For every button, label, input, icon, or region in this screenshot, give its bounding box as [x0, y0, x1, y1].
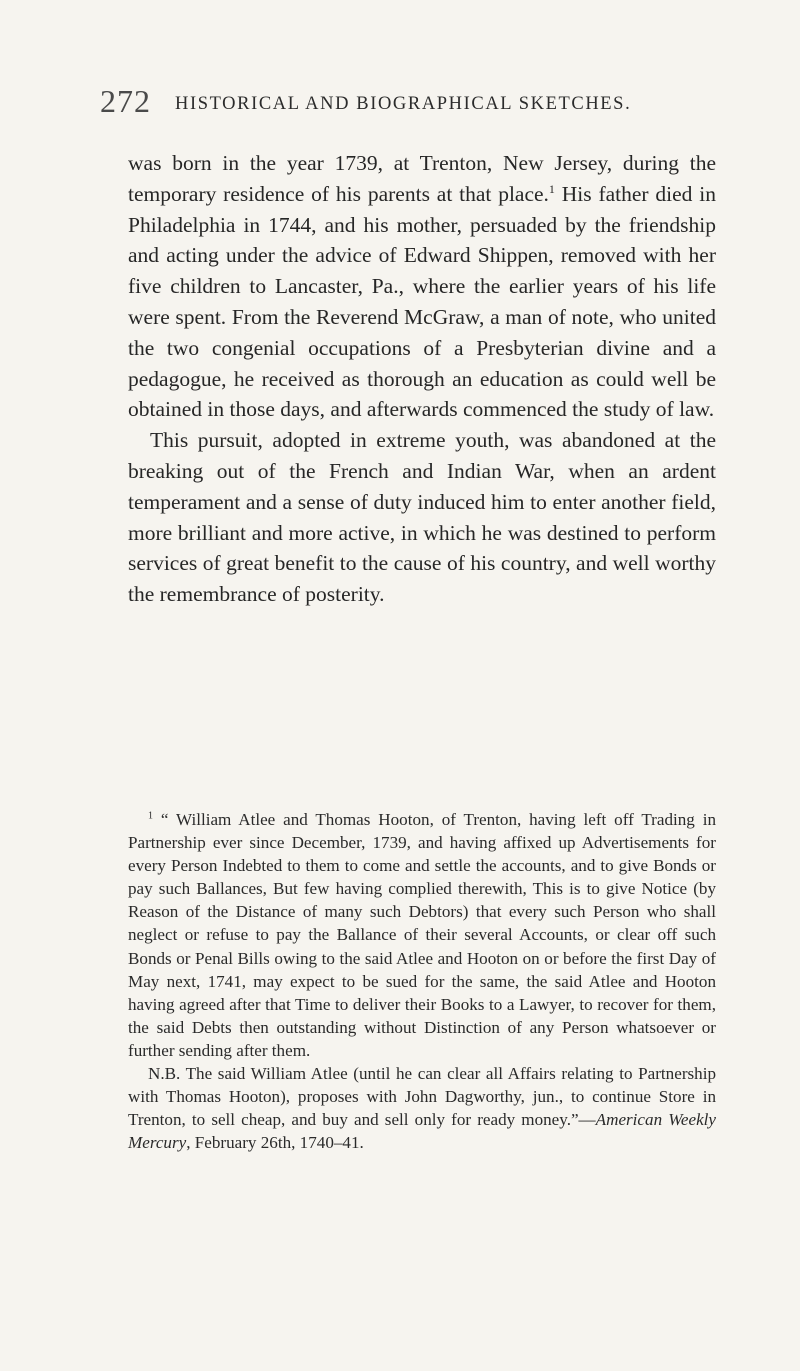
- footnote-source-date: , February 26th, 1740–41.: [186, 1133, 364, 1153]
- body-text: [128, 148, 716, 610]
- footnote-paragraph-2-text: N.B. The said William Atlee (until he can clear all Affairs relating to Partnership with Thomas Hooton), proposes with John Dagworthy, jun., to continue Store in Trenton, to sell cheap, and buy and sell only for ready money.”—: [128, 1064, 716, 1130]
- footnote-marker: 1: [148, 810, 153, 822]
- footnote-paragraph-2: [128, 1062, 716, 1154]
- running-head-title: HISTORICAL AND BIOGRAPHICAL SKETCHES.: [175, 94, 632, 114]
- body-paragraph-2: This pursuit, adopted in extreme youth, was abandoned at the breaking out of the French and Indian War, when an ardent temperament and a sense of duty induced him to enter another field, more brilliant and more active, in which he was destined to perform services of great benefit to the cause of his country, and well worthy the remembrance of posterity.: [128, 428, 716, 607]
- body-paragraph-1-continued: His father died in Philadelphia in 1744, and his mother, persuaded by the friendship and acting under the advice of Edward Shippen, removed with her five children to Lancaster, Pa., where the earlier years of his life were spent. From the Reverend McGraw, a man of note, who united the two congenial occupations of a Presbyterian divine and a pedagogue, he received as thorough an education as could well be obtained in those days, and afterwards commenced the study of law.: [128, 181, 716, 422]
- body-paragraph-1-text: was born in the year 1739, at Trenton, New Jersey, during the temporary residence of his parents at that place.: [128, 151, 716, 206]
- footnote-paragraph-1-text: “ William Atlee and Thomas Hooton, of Trenton, having left off Trading in Partnership ever since December, 1739, and having affixed up Advertisements for every Person Indebted to them to come and settle the accounts, and to give Bonds or pay such Ballances, But few having complied therewith, This is to give Notice (by Reason of the Distance of many such Debtors) that every such Person who shall neglect or refuse to pay the Ballance of their several Accounts, or clear off such Bonds or Penal Bills owing to the said Atlee and Hooton on or before the first Day of May next, 1741, may expect to be sued for the same, the said Atlee and Hooton having agreed after that Time to deliver their Books to a Lawyer, to recover for them, the said Debts then outstanding without Distinction of any Person whatsoever or further sending after them.: [128, 810, 716, 1060]
- running-head: [100, 81, 740, 121]
- footnote-paragraph-1: [128, 808, 716, 1062]
- body-paragraph-1: [128, 148, 716, 425]
- footnote-source-title: American Weekly Mercury: [128, 1110, 716, 1153]
- footnote-reference: 1: [548, 181, 555, 196]
- page-number: 272: [100, 83, 151, 119]
- footnote: [128, 808, 716, 1154]
